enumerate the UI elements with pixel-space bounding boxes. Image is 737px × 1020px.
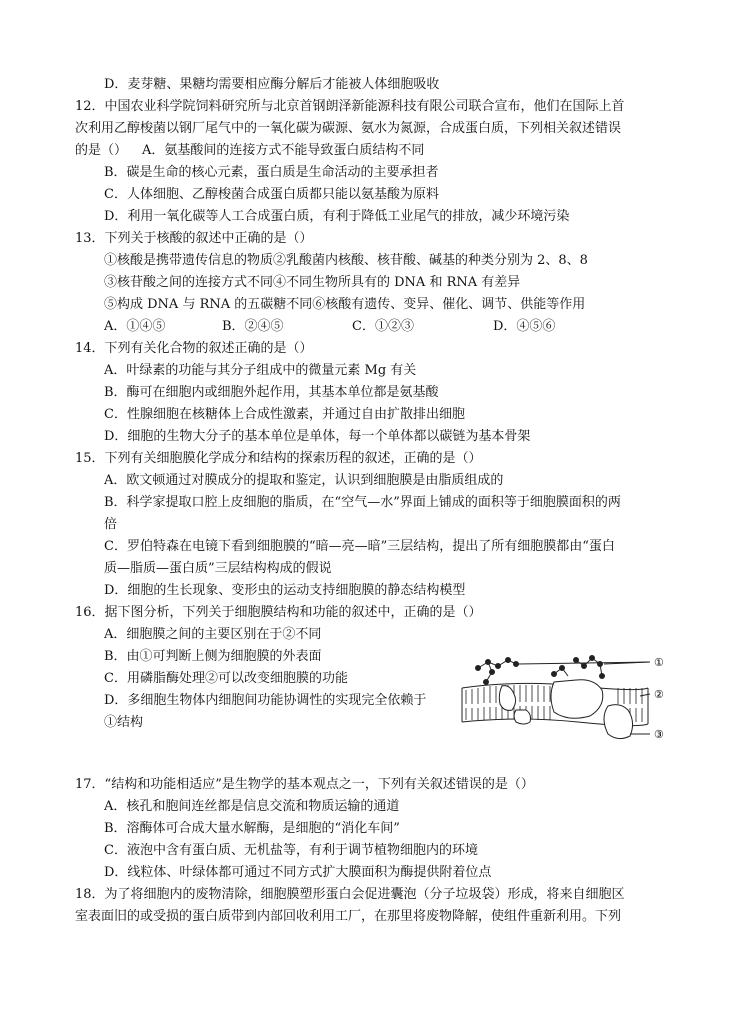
q16-option-d-line1: D．多细胞生物体内细胞间功能协调性的实现完全依赖于: [104, 693, 427, 708]
q15-option-c-line1: C．罗伯特森在电镜下看到细胞膜的“暗—亮—暗”三层结构，提出了所有细胞膜都由“蛋白: [104, 539, 615, 554]
q11-option-d: D．麦芽糖、果糖均需要相应酶分解后才能被人体细胞吸收: [104, 77, 440, 92]
q13-statement-3-4: ③核苷酸之间的连接方式不同④不同生物所具有的 DNA 和 RNA 有差异: [104, 275, 521, 290]
q16-stem: 16．据下图分析，下列关于细胞膜结构和功能的叙述中，正确的是（）: [75, 605, 482, 620]
q15-option-c-line2: 质—脂质—蛋白质”三层结构构成的假说: [104, 561, 332, 576]
cell-membrane-figure: [458, 650, 690, 746]
q16-option-a: A．细胞膜之间的主要区别在于②不同: [104, 627, 322, 642]
q15-option-d: D．细胞的生长现象、变形虫的运动支持细胞膜的静态结构模型: [104, 583, 466, 598]
q16-option-c: C．用磷脂酶处理②可以改变细胞膜的功能: [104, 671, 348, 686]
q17-option-c: C．液泡中含有蛋白质、无机盐等，有利于调节植物细胞内的环境: [104, 843, 478, 858]
q14-option-a: A．叶绿素的功能与其分子组成中的微量元素 Mg 有关: [104, 363, 417, 378]
q12-option-a: A．氨基酸间的连接方式不能导致蛋白质结构不同: [142, 143, 425, 158]
q18-stem-line2: 室表面旧的或受损的蛋白质带到内部回收利用工厂，在那里将废物降解，使组件重新利用。下列: [75, 909, 622, 924]
q15-option-b-line1: B．科学家提取口腔上皮细胞的脂质，在“空气—水”界面上铺成的面积等于细胞膜面积的两: [104, 495, 621, 510]
q17-stem: 17．“结构和功能相适应”是生物学的基本观点之一，下列有关叙述错误的是（）: [75, 777, 534, 792]
q12-stem-line2: 次利用乙醇梭菌以钢厂尾气中的一氧化碳为碳源、氨水为氮源，合成蛋白质，下列相关叙述错误: [75, 121, 622, 136]
q12-option-b: B．碳是生命的核心元素，蛋白质是生命活动的主要承担者: [104, 165, 439, 180]
q14-option-d: D．细胞的生物大分子的基本单位是单体，每一个单体都以碳链为基本骨架: [104, 429, 531, 444]
q14-option-b: B．酶可在细胞内或细胞外起作用，其基本单位都是氨基酸: [104, 385, 439, 400]
q12-stem-line1: 12．中国农业科学院饲料研究所与北京首钢朗泽新能源科技有限公司联合宣布，他们在国际上首: [75, 99, 625, 114]
q17-option-d: D．线粒体、叶绿体都可通过不同方式扩大膜面积为酶提供附着位点: [104, 865, 492, 880]
q13-option-b: B．②④⑤: [222, 319, 284, 334]
q13-option-d: D．④⑤⑥: [493, 319, 556, 334]
q13-statement-1-2: ①核酸是携带遗传信息的物质②乳酸菌内核酸、核苷酸、碱基的种类分别为 2、8、8: [104, 253, 588, 268]
figure-label-2: ②: [654, 688, 664, 701]
q12-stem-line3: 的是（）: [75, 143, 128, 158]
q18-stem-line1: 18．为了将细胞内的废物清除，细胞膜塑形蛋白会促进囊泡（分子垃圾袋）形成，将来自细胞区: [75, 887, 625, 902]
q12-option-c: C．人体细胞、乙醇梭菌合成蛋白质都只能以氨基酸为原料: [104, 187, 439, 202]
protein-middle: [551, 680, 603, 719]
protein-left: [499, 686, 515, 711]
figure-label-3: ③: [654, 728, 664, 741]
figure-label-1: ①: [654, 656, 664, 669]
q15-stem: 15．下列有关细胞膜化学成分和结构的探索历程的叙述，正确的是（）: [75, 451, 482, 466]
q15-option-a: A．欧文顿通过对膜成分的提取和鉴定，认识到细胞膜是由脂质组成的: [104, 473, 504, 488]
q13-stem: 13．下列关于核酸的叙述中正确的是（）: [75, 231, 313, 246]
q13-option-c: C．①②③: [352, 319, 414, 334]
q13-option-a: A．①④⑤: [104, 319, 166, 334]
q16-option-d-line2: ①结构: [104, 715, 144, 730]
q17-option-b: B．溶酶体可合成大量水解酶，是细胞的“消化车间”: [104, 821, 400, 836]
protein-right: [604, 705, 633, 739]
glycan-chain-right: [576, 658, 602, 676]
q14-option-c: C．性腺细胞在核糖体上合成性激素，并通过自由扩散排出细胞: [104, 407, 465, 422]
q17-option-a: A．核孔和胞间连丝都是信息交流和物质运输的通道: [104, 799, 400, 814]
q13-statement-5-6: ⑤构成 DNA 与 RNA 的五碳糖不同⑥核酸有遗传、变异、催化、调节、供能等作用: [104, 297, 586, 312]
q15-option-b-line2: 倍: [104, 517, 118, 532]
q12-option-d: D．利用一氧化碳等人工合成蛋白质，有利于降低工业尾气的排放，减少环境污染: [104, 209, 570, 224]
q16-option-b: B．由①可判断上侧为细胞膜的外表面: [104, 649, 322, 664]
q14-stem: 14．下列有关化合物的叙述正确的是（）: [75, 341, 313, 356]
